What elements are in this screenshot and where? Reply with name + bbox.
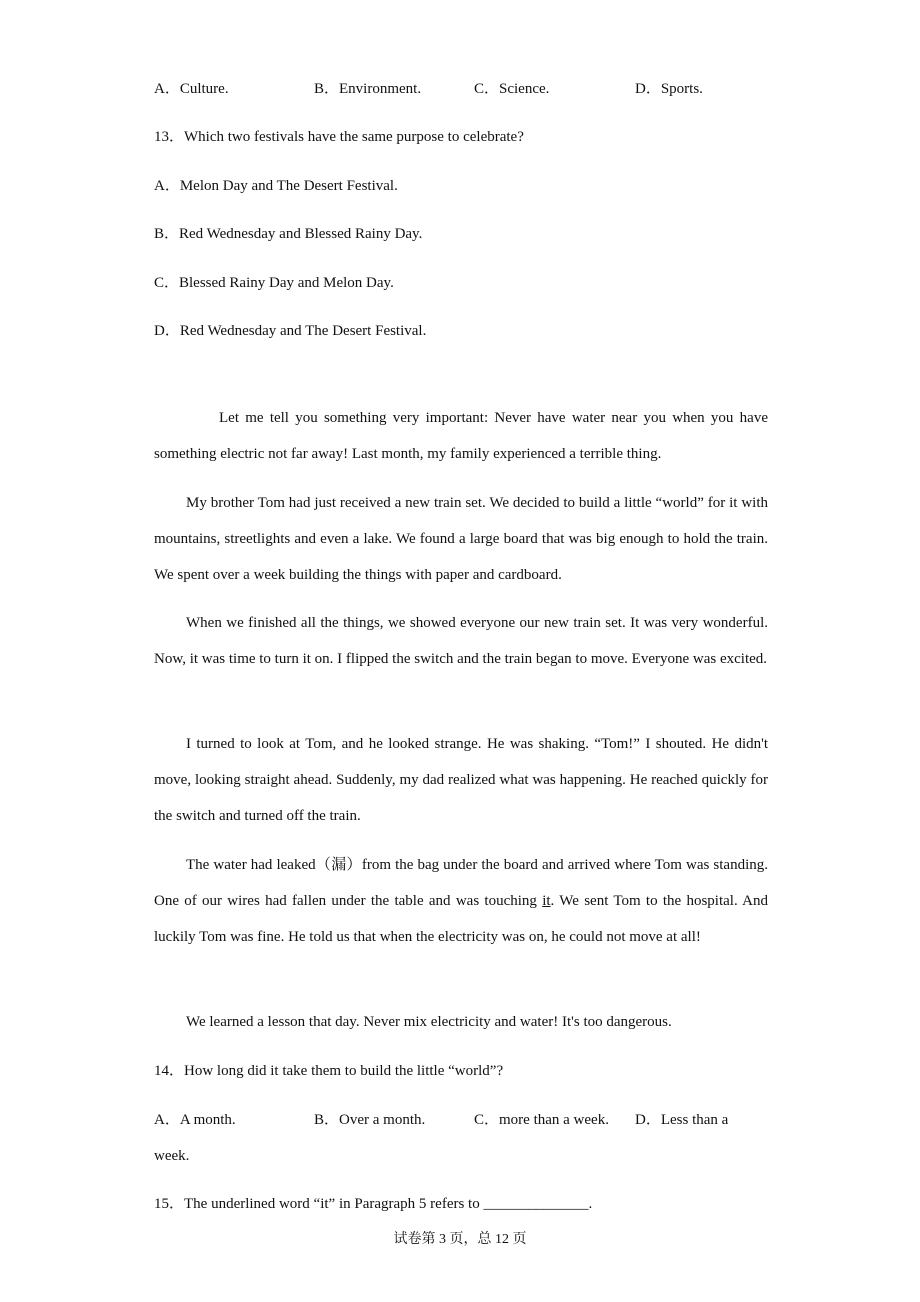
q14-option-b: B．Over a month. (314, 1112, 426, 1128)
q14-option-a: A．A month. (154, 1112, 236, 1128)
q13-option-b: B．Red Wednesday and Blessed Rainy Day. (154, 226, 423, 242)
passage-paragraph-6: We learned a lesson that day. Never mix electricity and water! It's too dangerous. (186, 1014, 672, 1030)
q13-option-c: C．Blessed Rainy Day and Melon Day. (154, 275, 394, 291)
q14-option-d: D．Less than a (635, 1112, 729, 1128)
passage-paragraph-2: My brother Tom had just received a new train set. We decided to build a little “world” for it with mountains, streetlights and even a lake. We found a large board that was big enough to hold the train. We spent over a week building the things with paper and cardboard. (154, 495, 768, 583)
q12-option-a: A．Culture. (154, 81, 229, 97)
passage-paragraph-1: Let me tell you something very important: Never have water near you when you have something electric not far away! Last month, my family experienced a terrible thing. (154, 410, 768, 462)
q12-option-c: C．Science. (474, 81, 550, 97)
q14-question: 14．How long did it take them to build the little “world”? (154, 1063, 504, 1079)
passage-paragraph-3: When we finished all the things, we showed everyone our new train set. It was very wonderful. Now, it was time to turn it on. I flipped the switch and the train began to move. Everyone was excited. (154, 615, 768, 667)
passage-paragraph-4: I turned to look at Tom, and he looked strange. He was shaking. “Tom!” I shouted. He didn't move, looking straight ahead. Suddenly, my dad realized what was happening. He reached quickly for the switch and turned off the train. (154, 736, 768, 824)
q13-option-a: A．Melon Day and The Desert Festival. (154, 178, 398, 194)
q12-option-d: D．Sports. (635, 81, 703, 97)
q12-option-b: B．Environment. (314, 81, 422, 97)
q13-question: 13．Which two festivals have the same purpose to celebrate? (154, 129, 524, 145)
page-footer: 试卷第 3 页，总 12 页 (393, 1232, 527, 1247)
q14-option-c: C．more than a week. (474, 1112, 609, 1128)
underlined-word: it (542, 893, 551, 909)
q14-option-d-wrap: week. (154, 1148, 190, 1164)
q13-option-d: D．Red Wednesday and The Desert Festival. (154, 323, 427, 339)
passage-paragraph-5: The water had leaked（漏）from the bag under the board and arrived where Tom was standing. One of our wires had fallen under the table and was touching it. We sent Tom to the hospital. And luckily Tom was fine. He told us that when the electricity was on, he could not move at all! (154, 857, 768, 945)
q15-question: 15．The underlined word “it” in Paragraph 5 refers to ______________. (154, 1196, 593, 1212)
